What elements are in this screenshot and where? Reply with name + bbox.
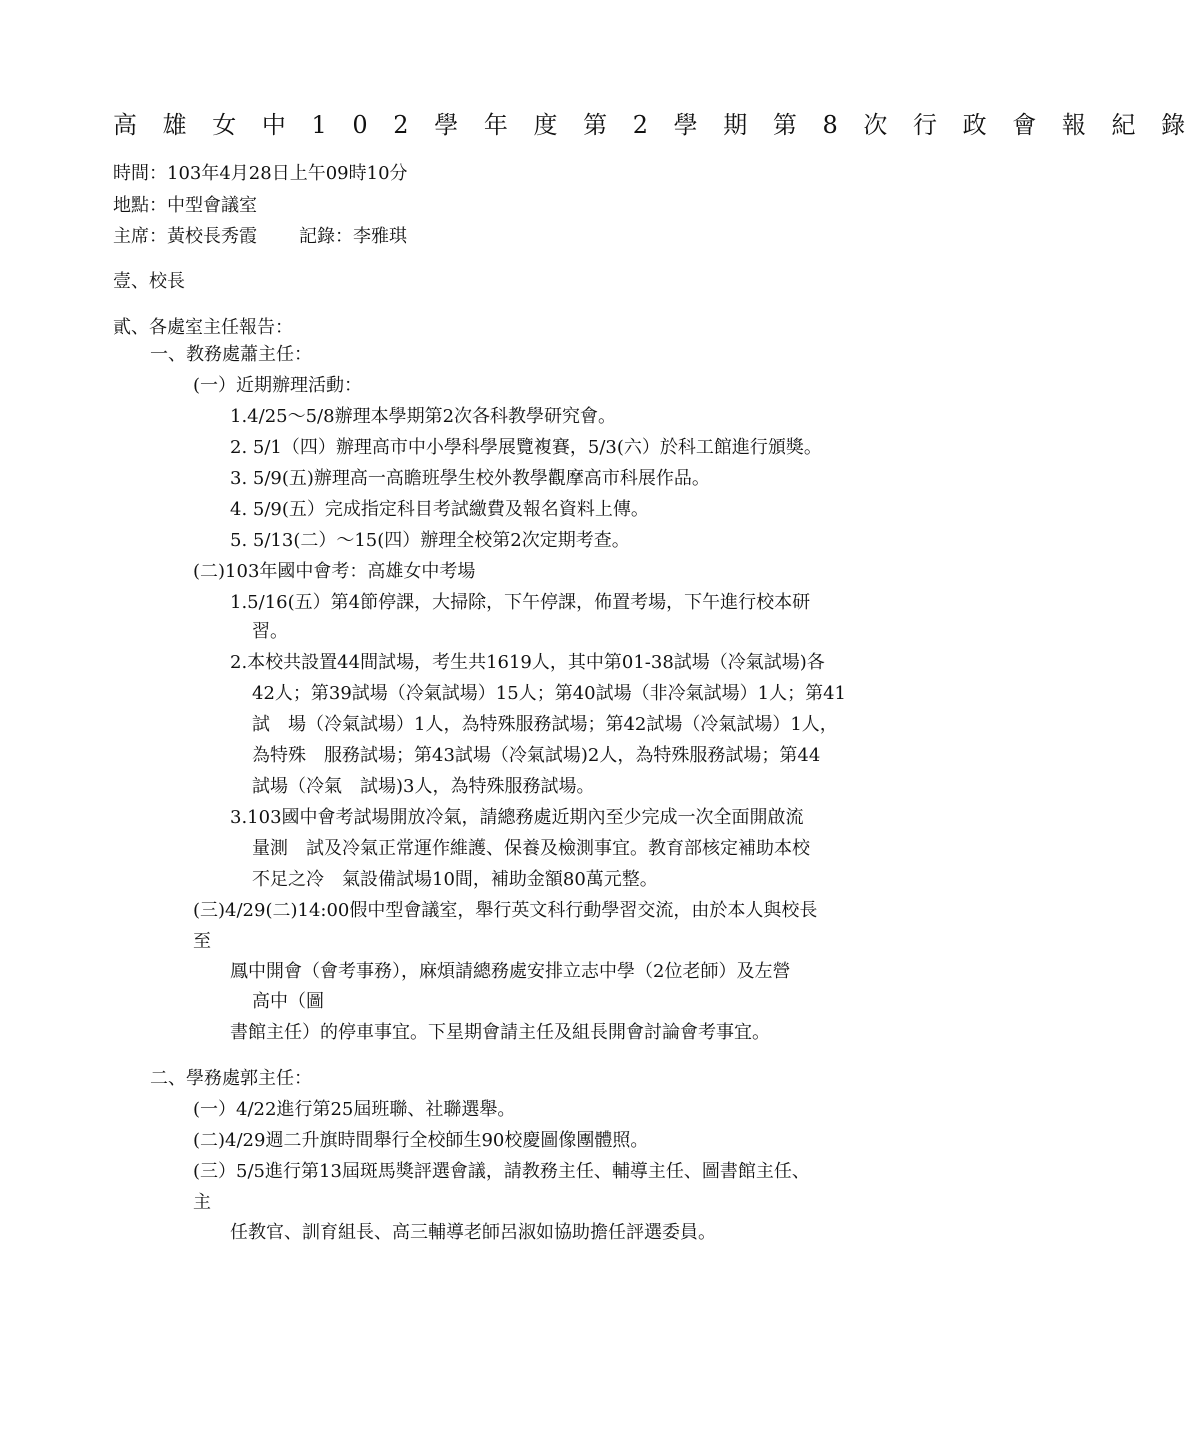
list-item-continuation: 至 — [193, 931, 211, 952]
document-title: 高 雄 女 中 1 0 2 學 年 度 第 2 學 期 第 8 次 行 政 會 報 紀 錄 — [113, 111, 1194, 139]
list-item-continuation: 鳳中開會（會考事務），麻煩請總務處安排立志中學（2位老師）及左營 — [230, 961, 791, 982]
section-principal: 壹、校長 — [113, 271, 185, 292]
list-item: 5. 5/13(二）～15(四）辦理全校第2次定期考查。 — [230, 530, 630, 551]
meeting-recorder: 記錄：李雅琪 — [299, 226, 407, 247]
list-item-continuation: 為特殊 服務試場；第43試場（冷氣試場)2人，為特殊服務試場；第44 — [252, 745, 821, 766]
list-item: 1.5/16(五）第4節停課，大掃除，下午停課，佈置考場，下午進行校本研 — [230, 592, 811, 613]
list-item: 3. 5/9(五)辦理高一高瞻班學生校外教學觀摩高市科展作品。 — [230, 468, 710, 489]
list-item: (一）4/22進行第25屆班聯、社聯選舉。 — [193, 1099, 516, 1120]
list-item-continuation: 任教官、訓育組長、高三輔導老師呂淑如協助擔任評選委員。 — [230, 1222, 716, 1243]
list-item: (三）5/5進行第13屆斑馬獎評選會議，請教務主任、輔導主任、圖書館主任、 — [193, 1161, 810, 1182]
exam-venue-heading: (二)103年國中會考：高雄女中考場 — [193, 561, 476, 582]
list-item-continuation: 試場（冷氣 試場)3人，為特殊服務試場。 — [252, 776, 595, 797]
meeting-time: 時間：103年4月28日上午09時10分 — [113, 163, 408, 184]
recent-activities-heading: (一）近期辦理活動： — [193, 375, 363, 396]
meeting-chair: 主席：黃校長秀霞 — [113, 226, 257, 247]
list-item: 2. 5/1（四）辦理高市中小學科學展覽複賽，5/3(六）於科工館進行頒獎。 — [230, 437, 822, 458]
list-item: 1.4/25～5/8辦理本學期第2次各科教學研究會。 — [230, 406, 617, 427]
list-item: 4. 5/9(五）完成指定科目考試繳費及報名資料上傳。 — [230, 499, 649, 520]
list-item-continuation: 習。 — [252, 621, 288, 642]
list-item-continuation: 不足之冷 氣設備試場10間，補助金額80萬元整。 — [252, 869, 658, 890]
meeting-attendance — [113, 225, 407, 249]
list-item-continuation: 高中（圖 — [252, 991, 324, 1012]
meeting-place: 地點：中型會議室 — [113, 195, 257, 216]
list-item-continuation: 量測 試及冷氣正常運作維護、保養及檢測事宜。教育部核定補助本校 — [252, 838, 810, 859]
list-item-continuation: 42人；第39試場（冷氣試場）15人；第40試場（非冷氣試場）1人；第41 — [252, 683, 846, 704]
list-item-continuation: 書館主任）的停車事宜。下星期會請主任及組長開會討論會考事宜。 — [230, 1022, 770, 1043]
student-affairs-heading: 二、學務處郭主任： — [150, 1068, 312, 1089]
list-item: 3.103國中會考試場開放冷氣，請總務處近期內至少完成一次全面開啟流 — [230, 807, 804, 828]
list-item-continuation: 試 場（冷氣試場）1人，為特殊服務試場；第42試場（冷氣試場）1人， — [252, 714, 838, 735]
english-exchange-item: (三)4/29(二)14:00假中型會議室，舉行英文科行動學習交流，由於本人與校長 — [193, 900, 818, 921]
list-item-continuation: 主 — [193, 1192, 211, 1213]
list-item: 2.本校共設置44間試場，考生共1619人，其中第01-38試場（冷氣試場)各 — [230, 652, 825, 673]
list-item: (二)4/29週二升旗時間舉行全校師生90校慶圖像團體照。 — [193, 1130, 649, 1151]
academic-affairs-heading: 一、教務處蕭主任： — [150, 344, 312, 365]
section-directors-report: 貳、各處室主任報告： — [113, 317, 293, 338]
